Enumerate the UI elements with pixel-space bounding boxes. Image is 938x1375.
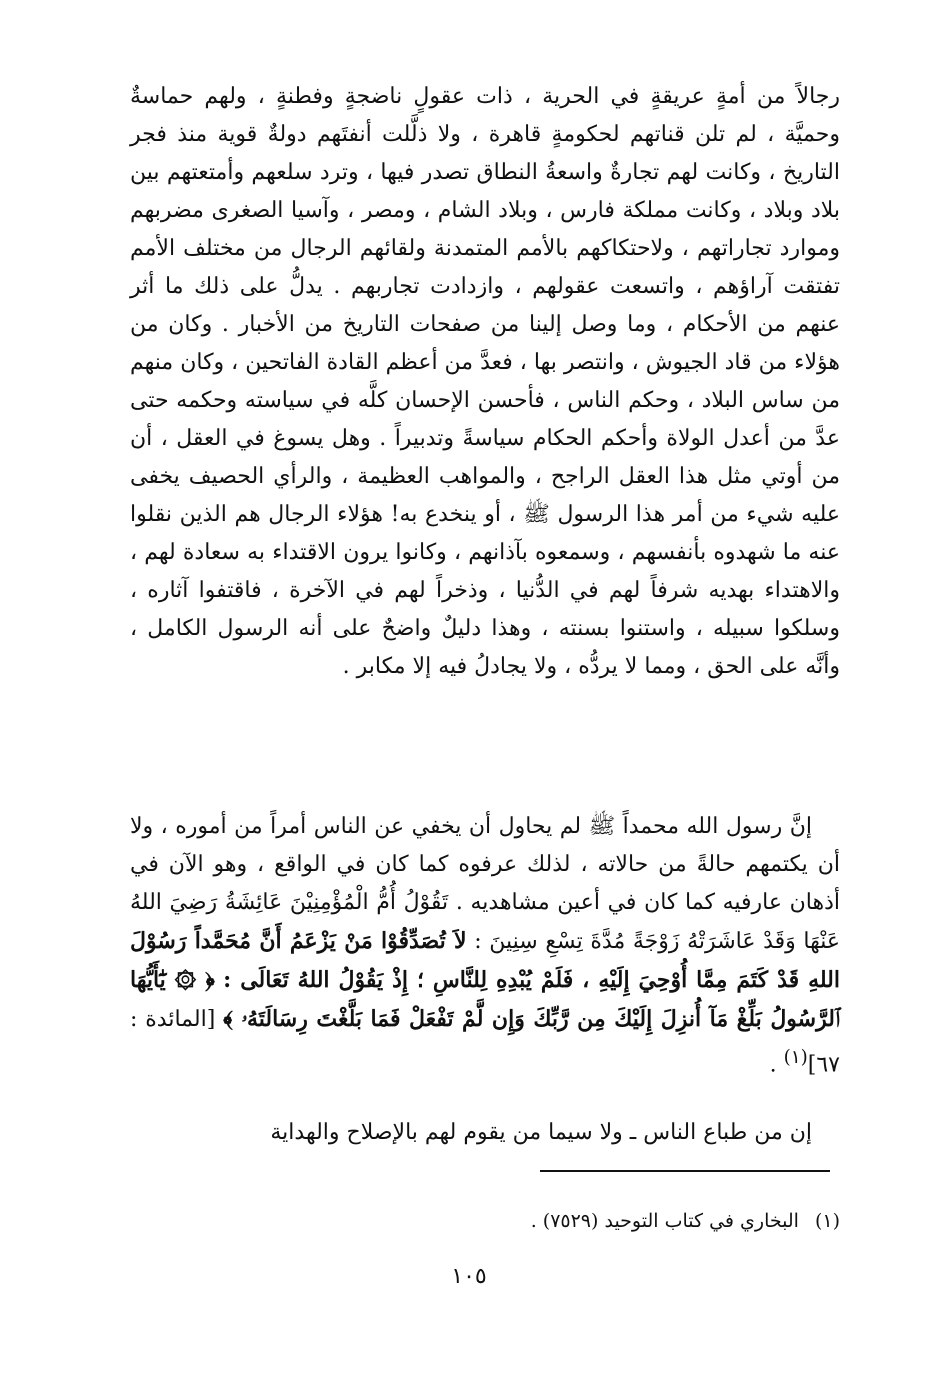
- body-paragraph-3: إن من طباع الناس ـ ولا سيما من يقوم لهم بالإصلاح والهداية: [270, 1120, 812, 1145]
- hadith-quote: لاَ تُصَدِّقُوْا مَنْ يَزْعَمُ أَنَّ مُحَمَّداً رَسُوْلَ اللهِ قَدْ كَتَمَ مِمَّا أُوْحِيَ إِلَيْهِ ، فَلَمْ يُبْدِهِ لِلنَّاسِ ؛ إِذْ يَقُوْلُ اللهُ تَعَالَى :: [130, 928, 840, 993]
- footnote-text: البخاري في كتاب التوحيد (٧٥٢٩) .: [530, 1210, 799, 1232]
- page-number: ١٠٥: [451, 1264, 487, 1289]
- quran-verse: ﴿ ۞ يَٰٓأَيُّهَا ٱلرَّسُولُ بَلِّغْ مَآ أُنزِلَ إِلَيْكَ مِن رَّبِّكَ وَإِن لَّمْ تَفْعَلْ فَمَا بَلَّغْتَ رِسَالَتَهُۥ ﴾: [130, 967, 840, 1032]
- body-paragraph-1: رجالاً من أمةٍ عريقةٍ في الحرية ، ذات عقولٍ ناضجةٍ وفطنةٍ ، ولهم حماسةٌ وحميَّة ، لم تلن قناتهم لحكومةٍ قاهرة ، ولا ذلَّلت أنفتَهم دولةٌ قوية منذ فجر التاريخ ، وكانت لهم تجارةٌ واسعةُ النطاق تصدر فيها ، وترد سلعهم وأمتعتهم بين بلاد وبلاد ، وكانت مملكة فارس ، وبلاد الشام ، ومصر ، وآسيا الصغرى مضربهم وموارد تجاراتهم ، ولاحتكاكهم بالأمم المتمدنة ولقائهم الرجال من مختلف الأمم تفتقت آراؤهم ، واتسعت عقولهم ، وازدادت تجاربهم . يدلُّ على ذلك ما أثر عنهم من الأحكام ، وما وصل إلينا من صفحات التاريخ من الأخبار . وكان من هؤلاء من قاد الجيوش ، وانتصر بها ، فعدَّ من أعظم القادة الفاتحين ، وكان منهم من ساس البلاد ، وحكم الناس ، فأحسن الإحسان كلَّه في سياسته وحكمه حتى عدَّ من أعدل الولاة وأحكم الحكام سياسةً وتدبيراً . وهل يسوغ في العقل ، أن من أوتي مثل هذا العقل الراجح ، والمواهب العظيمة ، والرأي الحصيف يخفى عليه شيء من أمر هذا الرسول ﷺ ، أو ينخدع به! هؤلاء الرجال هم الذين نقلوا عنه ما شهدوه بأنفسهم ، وسمعوه بآذانهم ، وكانوا يرون الاقتداء به سعادة لهم ، والاهتداء بهديه شرفاً لهم في الدُّنيا ، وذخراً لهم في الآخرة ، فاقتفوا آثاره ، وسلكوا سبيله ، واستنوا بسنته ، وهذا دليلٌ واضحٌ على أنه الرسول الكامل ، وأنَّه على الحق ، ومما لا يردُّه ، ولا يجادلُ فيه إلا مكابر .: [130, 84, 840, 679]
- paragraph-2-text: إنَّ رسول الله محمداً ﷺ لم يحاول أن يخفي عن الناس أمراً من أموره ، ولا أن يكتمهم حالةً من حالاته ، لذلك عرفوه كما كان في الواقع ، وهو الآن في أذهان عارفيه كما كان في أعين مشاهديه .: [130, 814, 841, 915]
- footnote-marker: (١): [814, 1210, 840, 1232]
- body-paragraph-1-block: [130, 78, 840, 686]
- body-paragraph-2-block: [130, 808, 840, 1084]
- footnote-divider: [540, 1170, 830, 1172]
- footnote-reference: (١): [783, 1047, 808, 1068]
- body-paragraph-3-block: [130, 1114, 840, 1152]
- quote-intro: تَقُوْلُ أُمُّ الْمُؤْمِنِيْنَ عَائِشَةُ رَضِيَ اللهُ عَنْهَا وَقَدْ عَاشَرَتْهُ زَوْجَةً مُدَّةَ تِسْعِ سِنِينَ :: [130, 890, 840, 954]
- verse-reference: [المائدة : ٦٧]: [130, 1007, 840, 1078]
- footnote: [380, 1206, 840, 1236]
- body-paragraph-2: إنَّ رسول الله محمداً ﷺ لم يحاول أن يخفي عن الناس أمراً من أموره ، ولا أن يكتمهم حالةً من حالاته ، لذلك عرفوه كما كان في الواقع ، وهو الآن في أذهان عارفيه كما كان في أعين مشاهديه . تَقُوْلُ أُمُّ الْمُؤْمِنِيْنَ عَائِشَةُ رَضِيَ اللهُ عَنْهَا وَقَدْ عَاشَرَتْهُ زَوْجَةً مُدَّةَ تِسْعِ سِنِينَ : لاَ تُصَدِّقُوْا مَنْ يَزْعَمُ أَنَّ مُحَمَّداً رَسُوْلَ اللهِ قَدْ كَتَمَ مِمَّا أُوْحِيَ إِلَيْهِ ، فَلَمْ يُبْدِهِ لِلنَّاسِ ؛ إِذْ يَقُوْلُ اللهُ تَعَالَى : ﴿ ۞ يَٰٓأَيُّهَا ٱلرَّسُولُ بَلِّغْ مَآ أُنزِلَ إِلَيْكَ مِن رَّبِّكَ وَإِن لَّمْ تَفْعَلْ فَمَا بَلَّغْتَ رِسَالَتَهُۥ ﴾ [المائدة : ٦٧]$^{(١)}$ .: [130, 814, 841, 1078]
